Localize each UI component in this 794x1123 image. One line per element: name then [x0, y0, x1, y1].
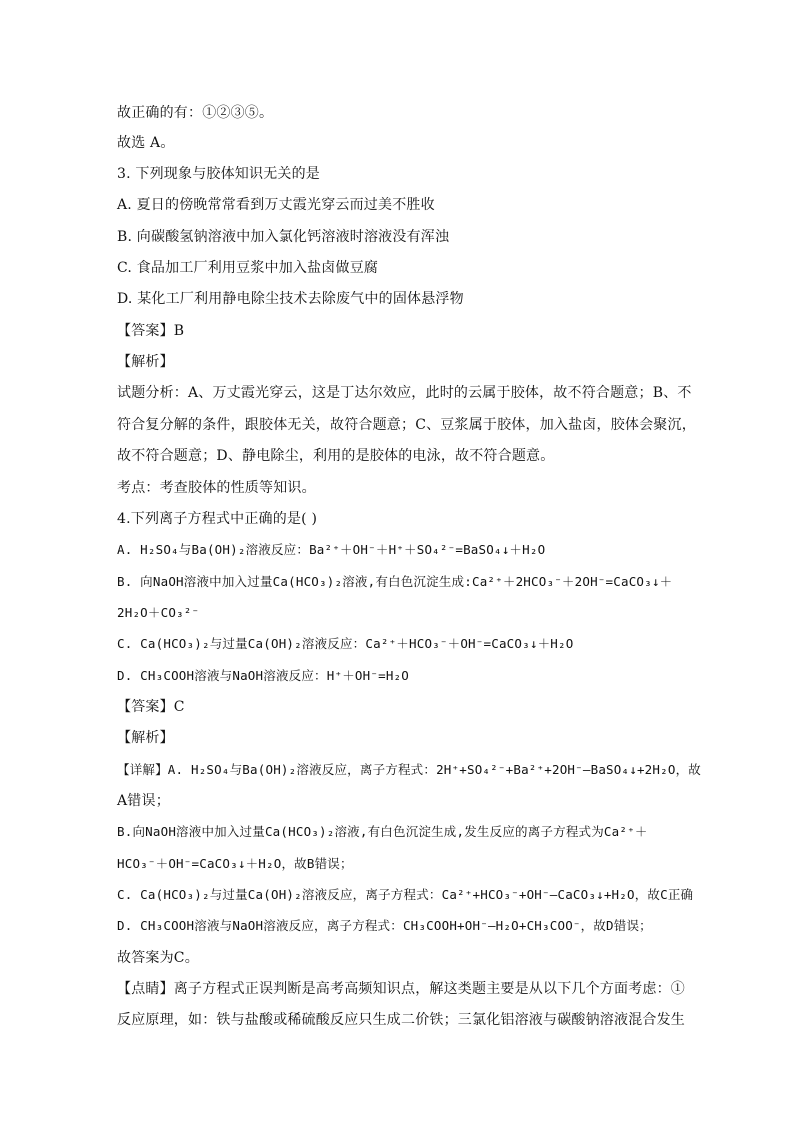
option-b-continued: 2H₂O＋CO₃²⁻ — [117, 605, 200, 620]
conclusion-text: 故答案为C。 — [117, 950, 199, 966]
option-c: C. 食品加工厂利用豆浆中加入盐卤做豆腐 — [117, 260, 379, 276]
detail-text: B.向NaOH溶液中加入过量Ca(HCO₃)₂溶液,有白色沉淀生成,发生反应的离子方程式为Ca²⁺＋ — [117, 824, 648, 839]
option-a: A. H₂SO₄与Ba(OH)₂溶液反应：Ba²⁺＋OH⁻＋H⁺＋SO₄²⁻=BaSO₄↓＋H₂O — [117, 542, 546, 557]
detail-text: D. CH₃COOH溶液与NaOH溶液反应，离子方程式：CH₃COOH+OH⁻—H₂O+CH₃COO⁻，故D错误； — [117, 918, 652, 933]
tip-text: 【点睛】离子方程式正误判断是高考高频知识点，解这类题主要是从以下几个方面考虑：① — [117, 981, 685, 997]
detail-text: A错误； — [117, 793, 170, 809]
answer-label: 【答案】C — [117, 699, 185, 715]
analysis-text: 试题分析：A、万丈霞光穿云，这是丁达尔效应，此时的云属于胶体，故不符合题意；B、不 — [117, 385, 692, 401]
analysis-text: 故不符合题意；D、静电除尘，利用的是胶体的电泳，故不符合题意。 — [117, 448, 555, 464]
detail-text: HCO₃⁻＋OH⁻=CaCO₃↓＋H₂O，故B错误； — [117, 856, 353, 871]
detail-text: 【详解】A. H₂SO₄与Ba(OH)₂溶液反应，离子方程式：2H⁺+SO₄²⁻+Ba²⁺+2OH⁻—BaSO₄↓+2H₂O，故 — [117, 762, 701, 777]
question-3-stem: 3. 下列现象与胶体知识无关的是 — [117, 166, 321, 182]
option-c: C. Ca(HCO₃)₂与过量Ca(OH)₂溶液反应：Ca²⁺＋HCO₃⁻＋OH⁻=CaCO₃↓＋H₂O — [117, 636, 574, 651]
option-d: D. CH₃COOH溶液与NaOH溶液反应：H⁺＋OH⁻=H₂O — [117, 668, 409, 683]
analysis-text: 符合复分解的条件，跟胶体无关，故符合题意；C、豆浆属于胶体，加入盐卤，胶体会聚沉， — [117, 417, 696, 433]
question-4-stem: 4.下列离子方程式中正确的是( ) — [117, 511, 318, 527]
option-a: A. 夏日的傍晚常常看到万丈霞光穿云而过美不胜收 — [117, 197, 435, 213]
analysis-label: 【解析】 — [117, 730, 174, 746]
detail-text: C. Ca(HCO₃)₂与过量Ca(OH)₂溶液反应，离子方程式：Ca²⁺+HCO₃⁻+OH⁻—CaCO₃↓+H₂O，故C正确 — [117, 887, 694, 902]
option-b: B. 向碳酸氢钠溶液中加入氯化钙溶液时溶液没有浑浊 — [117, 229, 450, 245]
option-d: D. 某化工厂利用静电除尘技术去除废气中的固体悬浮物 — [117, 291, 464, 307]
knowledge-point: 考点：考查胶体的性质等知识。 — [117, 480, 316, 496]
text-line: 故正确的有：①②③⑤。 — [117, 105, 274, 121]
text-line: 故选 A。 — [117, 135, 175, 151]
analysis-label: 【解析】 — [117, 354, 174, 370]
option-b: B. 向NaOH溶液中加入过量Ca(HCO₃)₂溶液,有白色沉淀生成:Ca²⁺＋2HCO₃⁻＋2OH⁻=CaCO₃↓＋ — [117, 574, 673, 589]
tip-text: 反应原理，如：铁与盐酸或稀硫酸反应只生成二价铁；三氯化铝溶液与碳酸钠溶液混合发生 — [117, 1012, 685, 1028]
answer-label: 【答案】B — [117, 323, 185, 339]
